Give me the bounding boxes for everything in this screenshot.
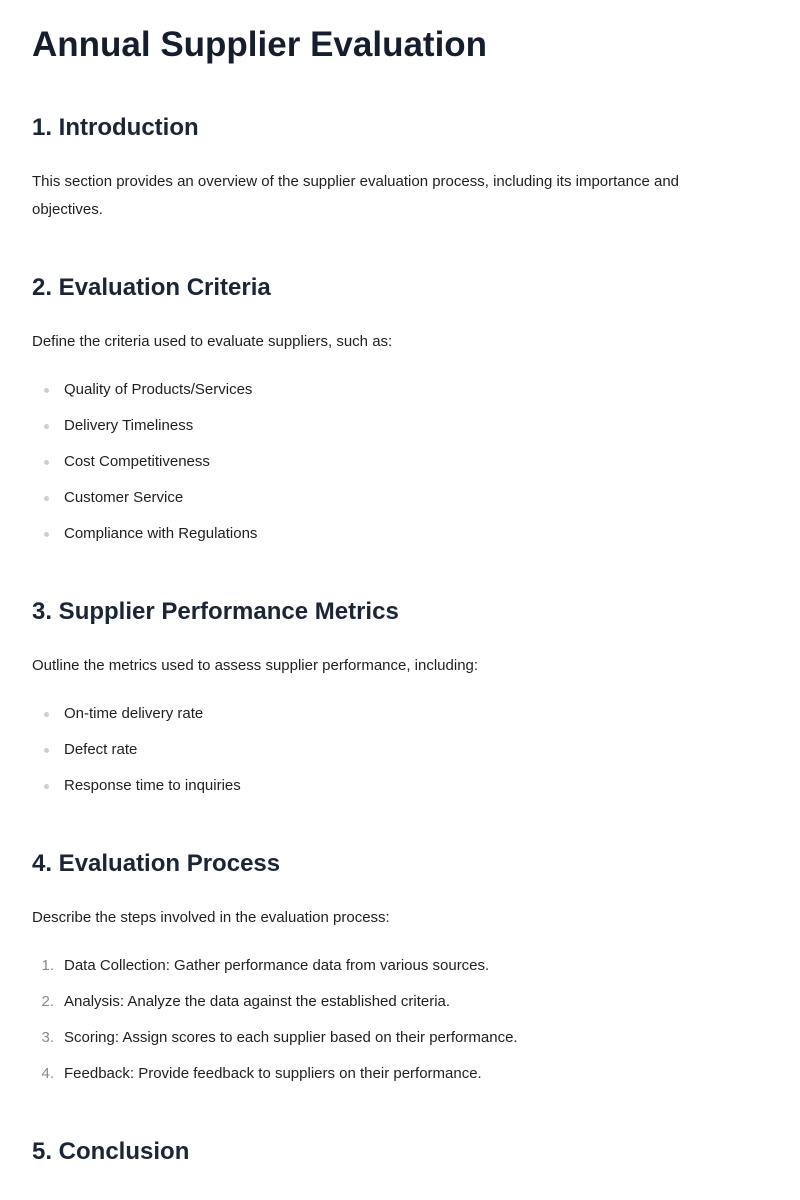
list-item <box>32 738 752 774</box>
section-heading-evaluation-process: 4. Evaluation Process <box>32 850 281 877</box>
evaluation-process-text: Describe the steps involved in the evaluation process: <box>32 909 390 926</box>
list-item-text: On-time delivery rate <box>64 705 204 722</box>
bullet-icon <box>44 784 49 789</box>
list-item-text: Data Collection: Gather performance data from various sources. <box>64 957 490 974</box>
step-number: 1. <box>41 957 54 974</box>
introduction-text: This section provides an overview of the supplier evaluation process, including its importance and objectives. <box>32 173 680 218</box>
bullet-icon <box>44 460 49 465</box>
list-item <box>32 1062 752 1098</box>
list-item <box>32 414 752 450</box>
section-heading-introduction: 1. Introduction <box>32 114 199 141</box>
list-item-text: Scoring: Assign scores to each supplier based on their performance. <box>64 1029 518 1046</box>
evaluation-process-steps <box>32 954 752 1098</box>
bullet-icon <box>44 748 49 753</box>
list-item-text: Delivery Timeliness <box>64 417 194 434</box>
list-item-text: Compliance with Regulations <box>64 525 258 542</box>
page-title: Annual Supplier Evaluation <box>32 25 488 64</box>
list-item-text: Feedback: Provide feedback to suppliers on their performance. <box>64 1065 482 1082</box>
bullet-icon <box>44 496 49 501</box>
step-number: 4. <box>41 1065 54 1082</box>
section-heading-conclusion: 5. Conclusion <box>32 1138 190 1165</box>
list-item-text: Cost Competitiveness <box>64 453 210 470</box>
list-item <box>32 954 752 990</box>
list-item-text: Response time to inquiries <box>64 777 241 794</box>
list-item-text: Defect rate <box>64 741 138 758</box>
list-item <box>32 450 752 486</box>
list-item <box>32 486 752 522</box>
step-number: 2. <box>41 993 54 1010</box>
list-item-text: Analysis: Analyze the data against the established criteria. <box>64 993 451 1010</box>
list-item <box>32 522 752 558</box>
section-heading-evaluation-criteria: 2. Evaluation Criteria <box>32 274 271 301</box>
list-item <box>32 378 752 414</box>
list-item-text: Quality of Products/Services <box>64 381 253 398</box>
bullet-icon <box>44 424 49 429</box>
bullet-icon <box>44 532 49 537</box>
performance-metrics-list <box>32 702 752 810</box>
step-number: 3. <box>41 1029 54 1046</box>
evaluation-criteria-text: Define the criteria used to evaluate suppliers, such as: <box>32 333 393 350</box>
list-item-text: Customer Service <box>64 489 184 506</box>
list-item <box>32 774 752 810</box>
evaluation-criteria-list <box>32 378 752 558</box>
list-item <box>32 990 752 1026</box>
bullet-icon <box>44 712 49 717</box>
list-item <box>32 702 752 738</box>
list-item <box>32 1026 752 1062</box>
bullet-icon <box>44 388 49 393</box>
section-heading-performance-metrics: 3. Supplier Performance Metrics <box>32 598 399 625</box>
performance-metrics-text: Outline the metrics used to assess supplier performance, including: <box>32 657 479 674</box>
